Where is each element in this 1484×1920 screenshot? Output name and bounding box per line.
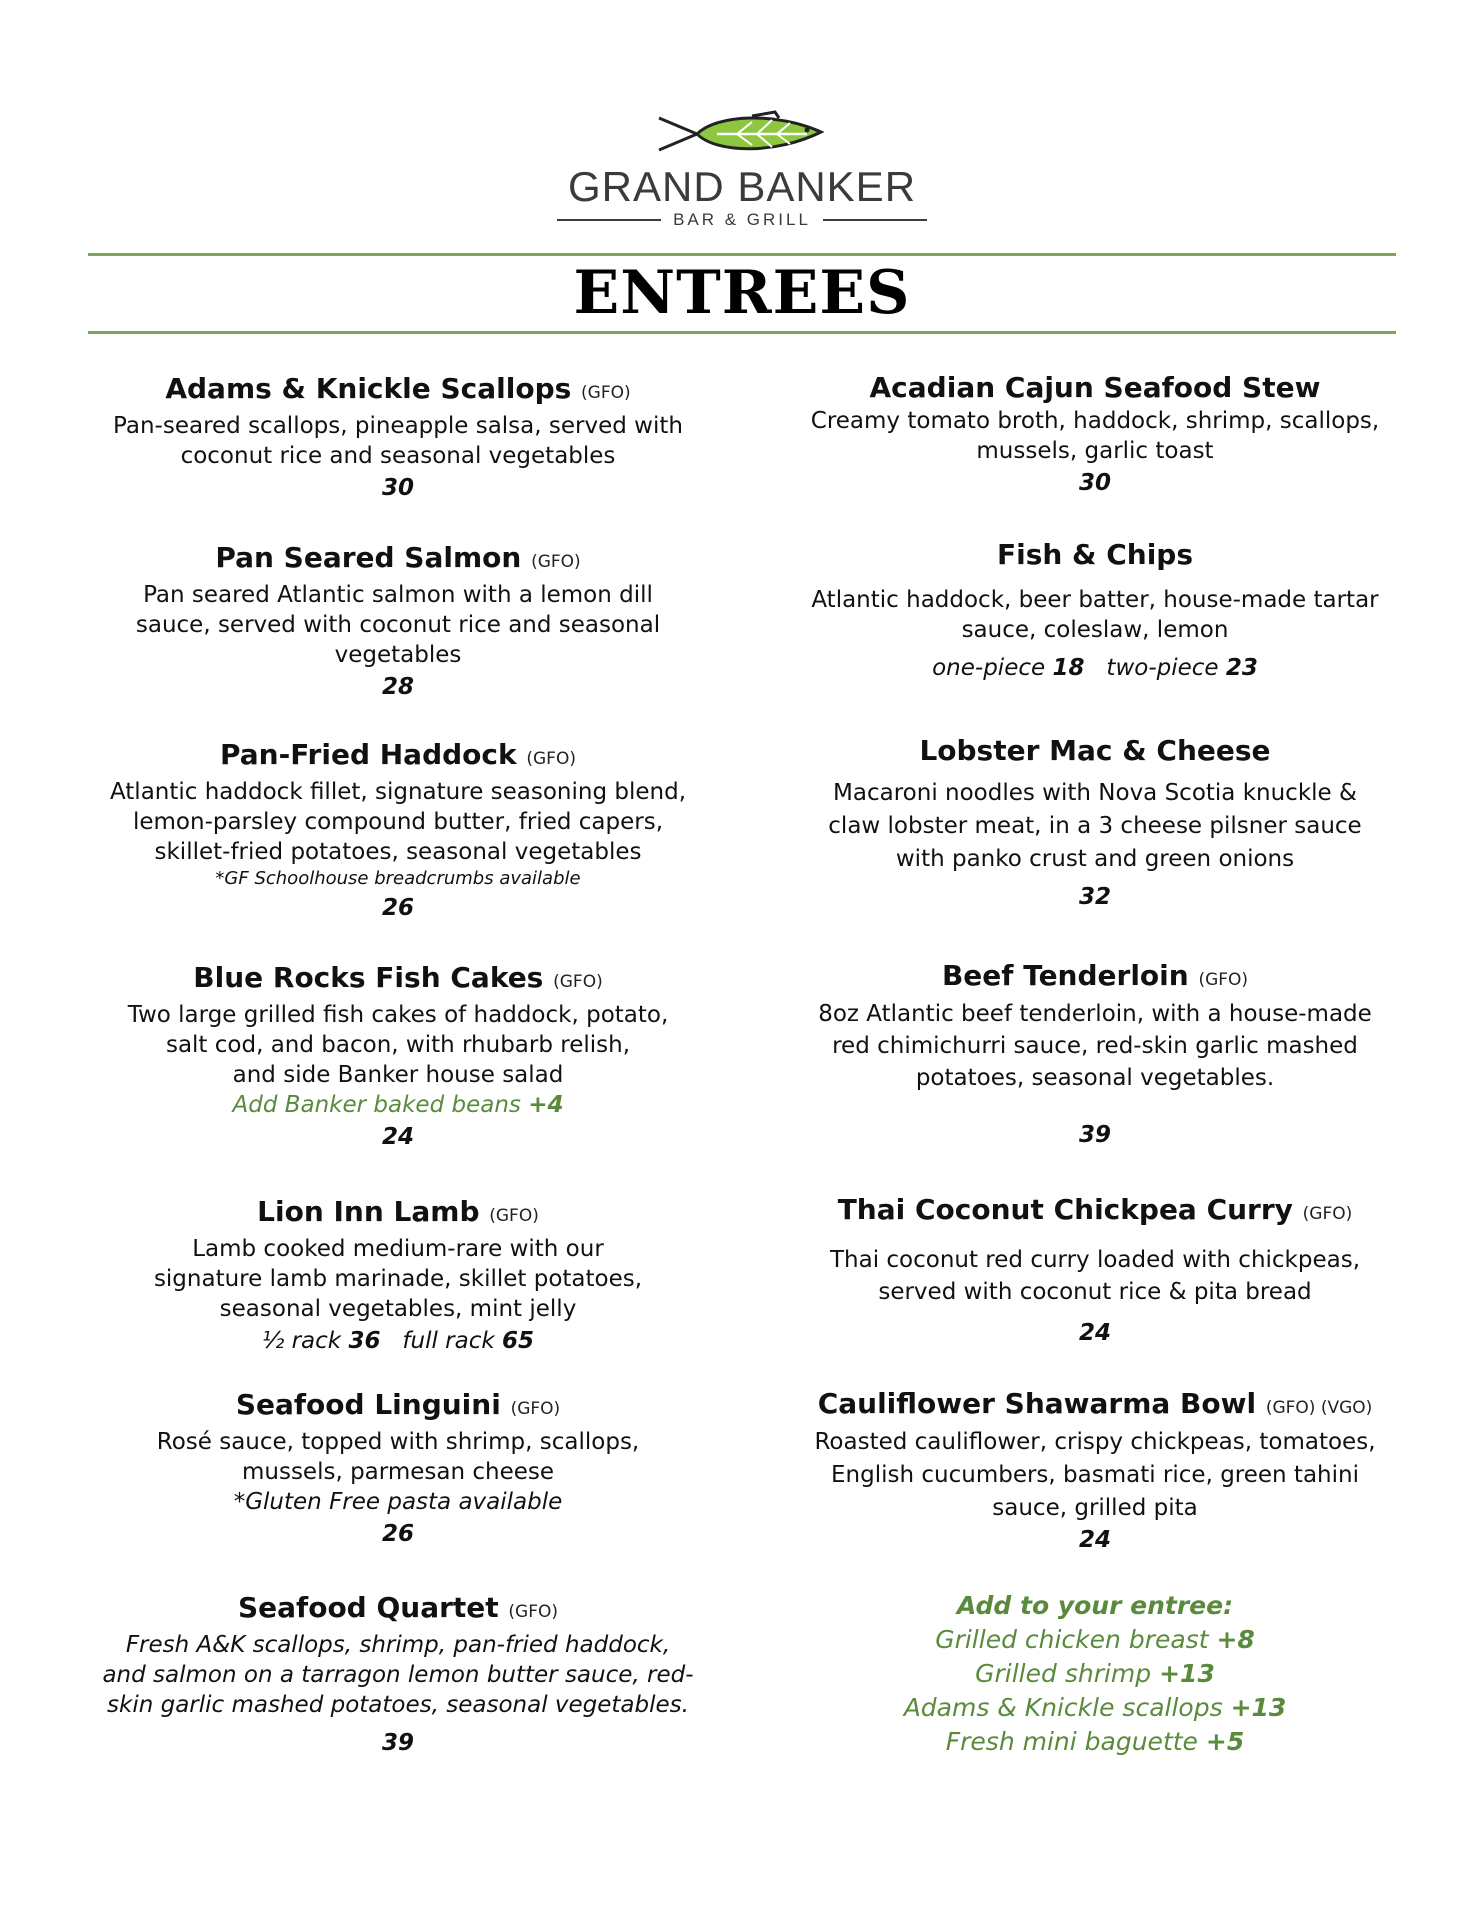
item-desc: Rosé sauce, topped with shrimp, scallops, [156, 1429, 640, 1455]
item-desc: Lamb cooked medium-rare with our [192, 1236, 604, 1262]
item-desc: Atlantic haddock fillet, signature seasoning blend, [109, 779, 687, 805]
item-note: *GF Schoolhouse breadcrumbs available [215, 868, 581, 889]
menu-item [78, 737, 718, 925]
item-desc: mussels, garlic toast [976, 438, 1214, 464]
item-price: 30 [1078, 470, 1111, 496]
item-name: Pan-Fried Haddock (GFO) [220, 738, 576, 771]
item-name: Cauliflower Shawarma Bowl (GFO) (VGO) [817, 1387, 1373, 1420]
item-desc: skillet-fried potatoes, seasonal vegetables [154, 839, 642, 865]
addons-section [775, 1589, 1415, 1759]
addon-item: Fresh mini baguette +5 [945, 1727, 1245, 1756]
item-tag: (GFO) [508, 1602, 559, 1622]
menu-item [78, 1194, 718, 1358]
item-name: Lobster Mac & Cheese [919, 734, 1271, 767]
menu-item [78, 1387, 718, 1551]
item-desc: claw lobster meat, in a 3 cheese pilsner sauce [828, 813, 1362, 839]
brand-subtitle: BAR & GRILL [673, 210, 811, 229]
item-price: 24 [1078, 1320, 1111, 1346]
menu-item [775, 1386, 1415, 1555]
item-desc: Atlantic haddock, beer batter, house-made tartar [811, 587, 1379, 613]
item-name: Seafood Quartet (GFO) [237, 1591, 559, 1624]
item-desc: potatoes, seasonal vegetables. [915, 1065, 1275, 1091]
item-name: Thai Coconut Chickpea Curry (GFO) [837, 1193, 1353, 1226]
item-desc: sauce, served with coconut rice and seasonal [135, 612, 661, 638]
item-name: Blue Rocks Fish Cakes (GFO) [193, 961, 603, 994]
menu-item [78, 371, 718, 505]
item-name: Seafood Linguini (GFO) [235, 1388, 561, 1421]
item-name: Acadian Cajun Seafood Stew [869, 371, 1321, 404]
item-desc: sauce, grilled pita [992, 1495, 1198, 1521]
item-desc: served with coconut rice & pita bread [878, 1279, 1312, 1305]
item-tag: (GFO) [1302, 1204, 1353, 1224]
item-addon: Add Banker baked beans +4 [232, 1092, 564, 1118]
item-desc: Creamy tomato broth, haddock, shrimp, scallops, [810, 408, 1380, 434]
page-title: ENTREES [573, 258, 911, 328]
item-name: Adams & Knickle Scallops (GFO) [165, 372, 631, 405]
menu-item [775, 537, 1415, 685]
logo [0, 110, 1484, 230]
menu-item [78, 540, 718, 704]
item-desc: skin garlic mashed potatoes, seasonal vegetables. [107, 1692, 689, 1718]
addon-item: Adams & Knickle scallops +13 [903, 1693, 1287, 1722]
item-tag: (GFO) [531, 552, 581, 572]
item-name: Lion Inn Lamb (GFO) [257, 1195, 539, 1228]
item-price: 26 [381, 895, 414, 921]
item-tag: (GFO) (VGO) [1265, 1398, 1373, 1418]
item-price: 26 [381, 1521, 414, 1547]
item-desc: and salmon on a tarragon lemon butter sauce, red- [102, 1662, 694, 1688]
item-price-row: one-piece 18 two-piece 23 [932, 655, 1258, 681]
item-desc: Pan seared Atlantic salmon with a lemon dill [143, 582, 653, 608]
item-desc: 8oz Atlantic beef tenderloin, with a house-made [818, 1001, 1372, 1027]
addon-item: Grilled chicken breast +8 [935, 1625, 1255, 1654]
menu-item [775, 733, 1415, 914]
menu-item [78, 960, 718, 1154]
item-tag: (GFO) [581, 383, 631, 403]
item-price-row: ½ rack 36 full rack 65 [262, 1328, 534, 1354]
addon-item: Grilled shrimp +13 [975, 1659, 1215, 1688]
item-name: Fish & Chips [996, 538, 1194, 571]
item-price: 30 [381, 475, 414, 501]
item-price: 28 [381, 674, 414, 700]
divider [88, 253, 1396, 256]
item-desc: coconut rice and seasonal vegetables [180, 443, 616, 469]
item-desc: vegetables [334, 642, 462, 668]
divider [823, 219, 927, 221]
menu-item [775, 1192, 1415, 1350]
menu-item [775, 958, 1415, 1152]
item-desc: Roasted cauliflower, crispy chickpeas, tomatoes, [814, 1429, 1376, 1455]
item-desc: Fresh A&K scallops, shrimp, pan-fried haddock, [125, 1632, 671, 1658]
item-desc: Thai coconut red curry loaded with chickpeas, [829, 1247, 1361, 1273]
item-desc: red chimichurri sauce, red-skin garlic mashed [832, 1033, 1358, 1059]
item-name: Pan Seared Salmon (GFO) [215, 541, 581, 574]
brand-name: GRAND BANKER [567, 163, 917, 210]
item-tag: (GFO) [1198, 970, 1249, 990]
item-tag: (GFO) [553, 972, 603, 992]
divider [557, 219, 661, 221]
item-price: 24 [381, 1124, 414, 1150]
item-price: 32 [1078, 884, 1111, 910]
menu-item [775, 370, 1415, 500]
item-desc: signature lamb marinade, skillet potatoes, [153, 1266, 643, 1292]
item-note: *Gluten Free pasta available [233, 1489, 563, 1515]
item-desc: Pan-seared scallops, pineapple salsa, served with [113, 413, 683, 439]
item-desc: salt cod, and bacon, with rhubarb relish, [165, 1032, 631, 1058]
fish-icon [657, 110, 827, 158]
divider [88, 331, 1396, 334]
addons-title: Add to your entree: [956, 1591, 1234, 1620]
item-tag: (GFO) [510, 1399, 561, 1419]
item-price: 39 [381, 1730, 414, 1756]
item-desc: Macaroni noodles with Nova Scotia knuckle & [833, 780, 1357, 806]
item-name: Beef Tenderloin (GFO) [941, 959, 1249, 992]
item-desc: English cucumbers, basmati rice, green tahini [831, 1462, 1359, 1488]
item-desc: lemon-parsley compound butter, fried capers, [132, 809, 664, 835]
item-price: 24 [1078, 1527, 1111, 1553]
item-desc: seasonal vegetables, mint jelly [219, 1296, 577, 1322]
item-price: 39 [1078, 1122, 1111, 1148]
menu-item [78, 1590, 718, 1760]
item-desc: mussels, parmesan cheese [241, 1459, 555, 1485]
item-desc: and side Banker house salad [232, 1062, 564, 1088]
item-desc: with panko crust and green onions [895, 846, 1295, 872]
item-desc: sauce, coleslaw, lemon [961, 617, 1229, 643]
brand-subtitle-row [557, 210, 927, 230]
item-tag: (GFO) [526, 749, 576, 769]
item-desc: Two large grilled fish cakes of haddock, potato, [127, 1002, 669, 1028]
item-tag: (GFO) [489, 1206, 539, 1226]
